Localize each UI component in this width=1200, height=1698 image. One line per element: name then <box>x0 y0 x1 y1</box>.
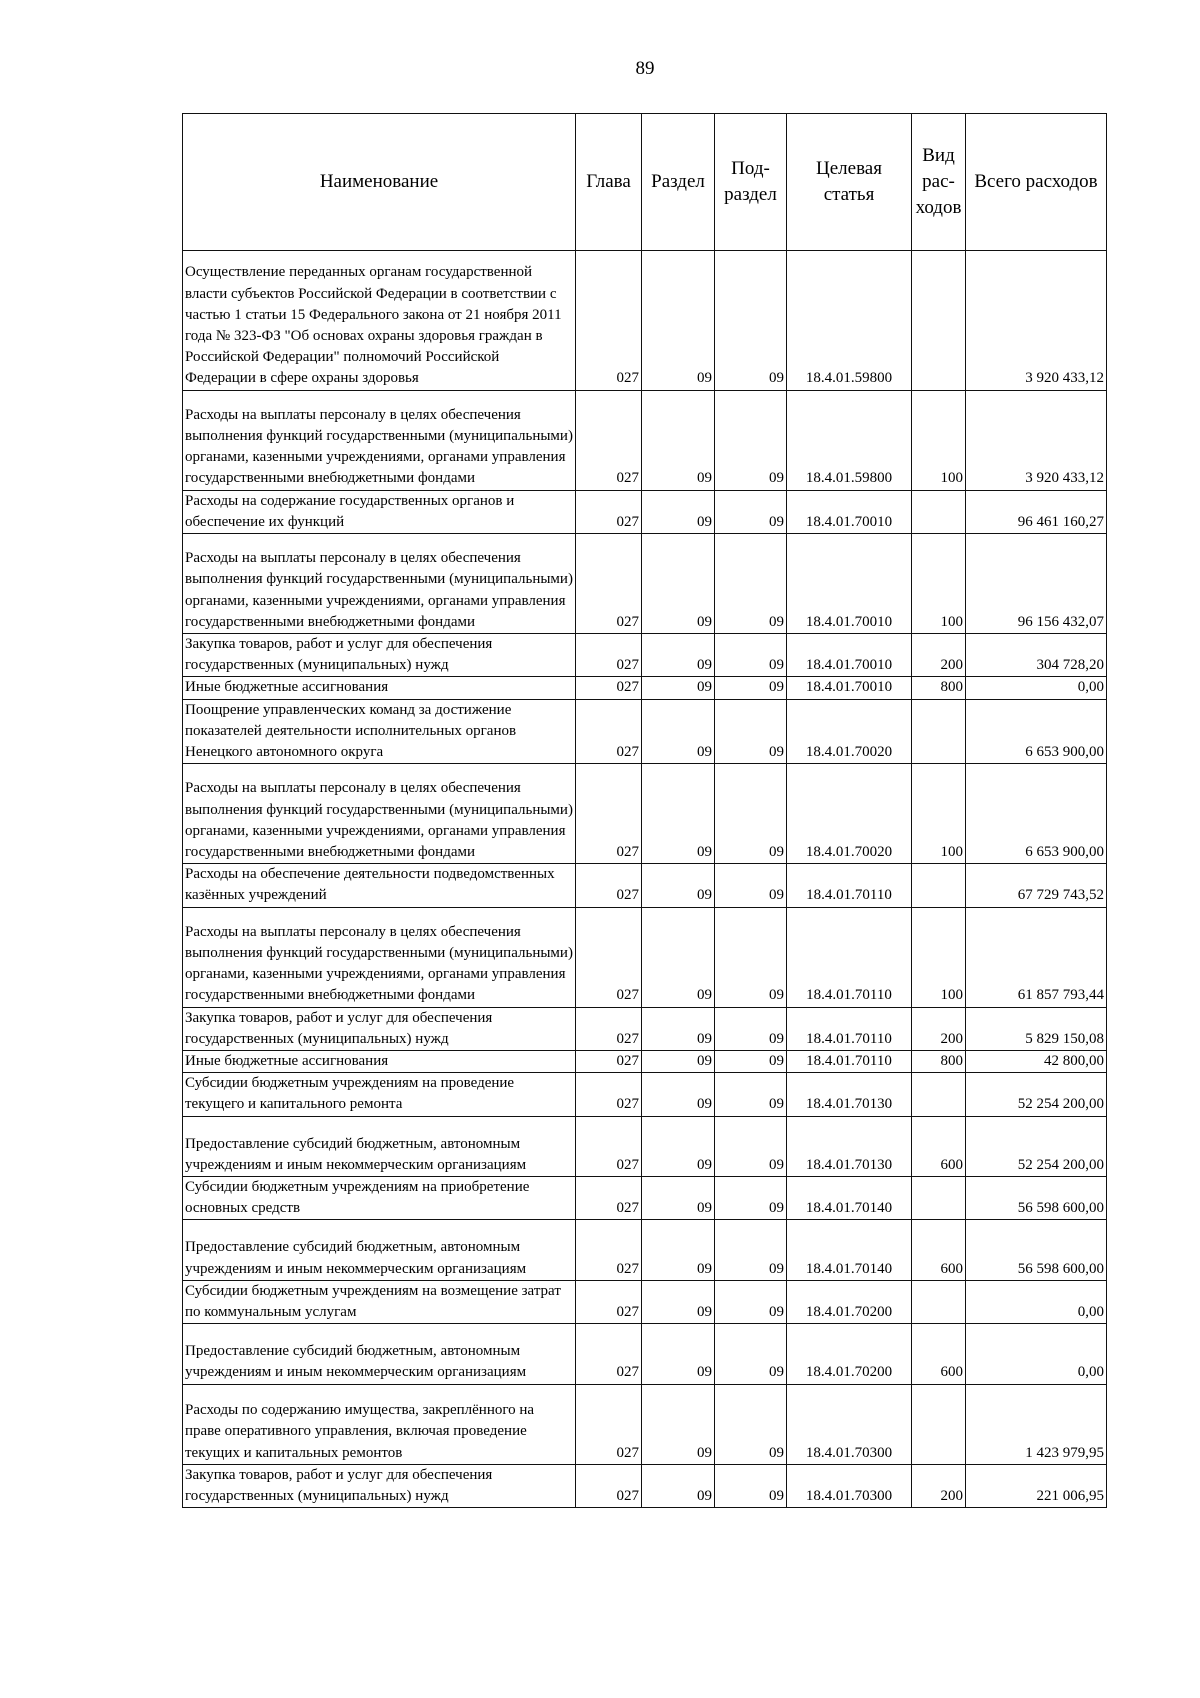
cell-vid: 100 <box>912 390 966 490</box>
cell-razdel: 09 <box>642 634 715 677</box>
cell-razdel: 09 <box>642 677 715 699</box>
cell-glava: 027 <box>576 1007 642 1050</box>
header-name: Наименование <box>183 114 576 251</box>
cell-total: 96 156 432,07 <box>966 534 1107 634</box>
cell-total: 3 920 433,12 <box>966 390 1107 490</box>
cell-total: 5 829 150,08 <box>966 1007 1107 1050</box>
cell-vid: 100 <box>912 534 966 634</box>
cell-podrazdel: 09 <box>715 1116 787 1176</box>
cell-glava: 027 <box>576 677 642 699</box>
cell-glava: 027 <box>576 907 642 1007</box>
table-row <box>183 251 1107 391</box>
cell-glava: 027 <box>576 490 642 533</box>
table-row <box>183 677 1107 699</box>
cell-total: 42 800,00 <box>966 1051 1107 1073</box>
cell-razdel: 09 <box>642 1220 715 1280</box>
cell-glava: 027 <box>576 534 642 634</box>
cell-glava: 027 <box>576 864 642 907</box>
table-row <box>183 1220 1107 1280</box>
table-row <box>183 1177 1107 1220</box>
cell-glava: 027 <box>576 699 642 764</box>
cell-name: Иные бюджетные ассигнования <box>183 1051 576 1073</box>
cell-vid: 200 <box>912 634 966 677</box>
cell-podrazdel: 09 <box>715 251 787 391</box>
cell-razdel: 09 <box>642 1177 715 1220</box>
cell-name: Иные бюджетные ассигнования <box>183 677 576 699</box>
cell-name: Субсидии бюджетным учреждениям на проведение текущего и капитального ремонта <box>183 1073 576 1116</box>
cell-statya: 18.4.01.70140 <box>787 1220 912 1280</box>
cell-podrazdel: 09 <box>715 1464 787 1507</box>
cell-razdel: 09 <box>642 490 715 533</box>
cell-total: 6 653 900,00 <box>966 764 1107 864</box>
cell-name: Расходы на выплаты персоналу в целях обеспечения выполнения функций государственными (муниципальными) органами, казенными учреждениями, органами управления государственными внебюджетными фондами <box>183 390 576 490</box>
table-row <box>183 634 1107 677</box>
cell-podrazdel: 09 <box>715 1324 787 1384</box>
cell-total: 3 920 433,12 <box>966 251 1107 391</box>
cell-vid: 800 <box>912 677 966 699</box>
cell-razdel: 09 <box>642 390 715 490</box>
cell-razdel: 09 <box>642 1464 715 1507</box>
cell-vid: 600 <box>912 1220 966 1280</box>
header-total: Всего расходов <box>966 114 1107 251</box>
cell-total: 52 254 200,00 <box>966 1116 1107 1176</box>
cell-statya: 18.4.01.70010 <box>787 490 912 533</box>
cell-glava: 027 <box>576 1073 642 1116</box>
cell-statya: 18.4.01.70010 <box>787 534 912 634</box>
cell-name: Предоставление субсидий бюджетным, автономным учреждениям и иным некоммерческим организациям <box>183 1220 576 1280</box>
cell-podrazdel: 09 <box>715 390 787 490</box>
cell-total: 0,00 <box>966 677 1107 699</box>
cell-razdel: 09 <box>642 1051 715 1073</box>
cell-razdel: 09 <box>642 907 715 1007</box>
cell-vid: 100 <box>912 764 966 864</box>
cell-podrazdel: 09 <box>715 699 787 764</box>
header-vid: Вид рас- ходов <box>912 114 966 251</box>
cell-glava: 027 <box>576 1177 642 1220</box>
cell-vid <box>912 1073 966 1116</box>
cell-podrazdel: 09 <box>715 1280 787 1323</box>
cell-podrazdel: 09 <box>715 1220 787 1280</box>
cell-vid: 800 <box>912 1051 966 1073</box>
cell-razdel: 09 <box>642 864 715 907</box>
table-row <box>183 1280 1107 1323</box>
header-glava: Глава <box>576 114 642 251</box>
header-statya: Целевая статья <box>787 114 912 251</box>
cell-podrazdel: 09 <box>715 764 787 864</box>
table-row <box>183 1324 1107 1384</box>
cell-statya: 18.4.01.70130 <box>787 1073 912 1116</box>
cell-podrazdel: 09 <box>715 634 787 677</box>
cell-name: Поощрение управленческих команд за достижение показателей деятельности исполнительных органов Ненецкого автономного округа <box>183 699 576 764</box>
table-row <box>183 534 1107 634</box>
cell-glava: 027 <box>576 1324 642 1384</box>
cell-total: 1 423 979,95 <box>966 1384 1107 1464</box>
page-number: 89 <box>635 58 655 79</box>
cell-statya: 18.4.01.70200 <box>787 1324 912 1384</box>
cell-podrazdel: 09 <box>715 1007 787 1050</box>
cell-podrazdel: 09 <box>715 677 787 699</box>
cell-name: Осуществление переданных органам государственной власти субъектов Российской Федерации в соответствии с частью 1 статьи 15 Федерального закона от 21 ноября 2011 года № 323-ФЗ "Об основах охраны здоровья граждан в Российской Федерации" полномочий Российской Федерации в сфере охраны здоровья <box>183 251 576 391</box>
table-row <box>183 1007 1107 1050</box>
cell-glava: 027 <box>576 1384 642 1464</box>
table-body <box>183 251 1107 1508</box>
cell-name: Предоставление субсидий бюджетным, автономным учреждениям и иным некоммерческим организациям <box>183 1324 576 1384</box>
cell-podrazdel: 09 <box>715 1384 787 1464</box>
cell-vid: 600 <box>912 1116 966 1176</box>
cell-podrazdel: 09 <box>715 534 787 634</box>
cell-name: Закупка товаров, работ и услуг для обеспечения государственных (муниципальных) нужд <box>183 1464 576 1507</box>
cell-name: Расходы по содержанию имущества, закреплённого на праве оперативного управления, включая проведение текущих и капитальных ремонтов <box>183 1384 576 1464</box>
cell-glava: 027 <box>576 1280 642 1323</box>
cell-glava: 027 <box>576 251 642 391</box>
cell-total: 56 598 600,00 <box>966 1220 1107 1280</box>
cell-statya: 18.4.01.70020 <box>787 699 912 764</box>
cell-razdel: 09 <box>642 699 715 764</box>
cell-glava: 027 <box>576 764 642 864</box>
header-razdel: Раздел <box>642 114 715 251</box>
cell-razdel: 09 <box>642 1280 715 1323</box>
cell-vid <box>912 490 966 533</box>
table-row <box>183 1384 1107 1464</box>
cell-statya: 18.4.01.70020 <box>787 764 912 864</box>
cell-vid <box>912 1384 966 1464</box>
cell-podrazdel: 09 <box>715 907 787 1007</box>
cell-glava: 027 <box>576 1464 642 1507</box>
cell-statya: 18.4.01.70010 <box>787 677 912 699</box>
cell-vid <box>912 864 966 907</box>
table-row <box>183 699 1107 764</box>
cell-total: 56 598 600,00 <box>966 1177 1107 1220</box>
table-row <box>183 864 1107 907</box>
cell-vid <box>912 251 966 391</box>
cell-statya: 18.4.01.70110 <box>787 907 912 1007</box>
cell-glava: 027 <box>576 1116 642 1176</box>
cell-podrazdel: 09 <box>715 1051 787 1073</box>
cell-total: 304 728,20 <box>966 634 1107 677</box>
table-row <box>183 907 1107 1007</box>
table-row <box>183 490 1107 533</box>
cell-razdel: 09 <box>642 1324 715 1384</box>
cell-total: 0,00 <box>966 1324 1107 1384</box>
table-row <box>183 1116 1107 1176</box>
cell-glava: 027 <box>576 1220 642 1280</box>
cell-razdel: 09 <box>642 764 715 864</box>
cell-name: Расходы на выплаты персоналу в целях обеспечения выполнения функций государственными (муниципальными) органами, казенными учреждениями, органами управления государственными внебюджетными фондами <box>183 907 576 1007</box>
cell-statya: 18.4.01.70300 <box>787 1464 912 1507</box>
cell-razdel: 09 <box>642 1073 715 1116</box>
cell-name: Закупка товаров, работ и услуг для обеспечения государственных (муниципальных) нужд <box>183 634 576 677</box>
cell-name: Закупка товаров, работ и услуг для обеспечения государственных (муниципальных) нужд <box>183 1007 576 1050</box>
cell-statya: 18.4.01.70300 <box>787 1384 912 1464</box>
table-row <box>183 764 1107 864</box>
cell-statya: 18.4.01.70200 <box>787 1280 912 1323</box>
cell-vid <box>912 1177 966 1220</box>
cell-statya: 18.4.01.70110 <box>787 1051 912 1073</box>
cell-razdel: 09 <box>642 1007 715 1050</box>
cell-name: Расходы на выплаты персоналу в целях обеспечения выполнения функций государственными (муниципальными) органами, казенными учреждениями, органами управления государственными внебюджетными фондами <box>183 534 576 634</box>
cell-vid: 600 <box>912 1324 966 1384</box>
cell-glava: 027 <box>576 634 642 677</box>
cell-statya: 18.4.01.70110 <box>787 1007 912 1050</box>
cell-glava: 027 <box>576 390 642 490</box>
cell-name: Расходы на выплаты персоналу в целях обеспечения выполнения функций государственными (муниципальными) органами, казенными учреждениями, органами управления государственными внебюджетными фондами <box>183 764 576 864</box>
cell-vid: 200 <box>912 1007 966 1050</box>
cell-glava: 027 <box>576 1051 642 1073</box>
cell-vid: 200 <box>912 1464 966 1507</box>
cell-total: 0,00 <box>966 1280 1107 1323</box>
cell-podrazdel: 09 <box>715 1177 787 1220</box>
cell-name: Предоставление субсидий бюджетным, автономным учреждениям и иным некоммерческим организациям <box>183 1116 576 1176</box>
cell-podrazdel: 09 <box>715 490 787 533</box>
cell-razdel: 09 <box>642 251 715 391</box>
cell-total: 221 006,95 <box>966 1464 1107 1507</box>
cell-statya: 18.4.01.70010 <box>787 634 912 677</box>
cell-name: Субсидии бюджетным учреждениям на приобретение основных средств <box>183 1177 576 1220</box>
budget-table <box>182 113 1107 1508</box>
table-header-row <box>183 114 1107 251</box>
cell-vid: 100 <box>912 907 966 1007</box>
cell-total: 67 729 743,52 <box>966 864 1107 907</box>
cell-razdel: 09 <box>642 1384 715 1464</box>
cell-razdel: 09 <box>642 1116 715 1176</box>
cell-vid <box>912 1280 966 1323</box>
cell-podrazdel: 09 <box>715 1073 787 1116</box>
cell-razdel: 09 <box>642 534 715 634</box>
cell-total: 6 653 900,00 <box>966 699 1107 764</box>
table-row <box>183 1073 1107 1116</box>
cell-statya: 18.4.01.59800 <box>787 251 912 391</box>
cell-vid <box>912 699 966 764</box>
cell-statya: 18.4.01.70110 <box>787 864 912 907</box>
cell-name: Расходы на обеспечение деятельности подведомственных казённых учреждений <box>183 864 576 907</box>
cell-statya: 18.4.01.70140 <box>787 1177 912 1220</box>
header-podrazdel: Под- раздел <box>715 114 787 251</box>
cell-name: Субсидии бюджетным учреждениям на возмещение затрат по коммунальным услугам <box>183 1280 576 1323</box>
cell-name: Расходы на содержание государственных органов и обеспечение их функций <box>183 490 576 533</box>
cell-statya: 18.4.01.59800 <box>787 390 912 490</box>
table-row <box>183 1051 1107 1073</box>
cell-total: 52 254 200,00 <box>966 1073 1107 1116</box>
cell-total: 96 461 160,27 <box>966 490 1107 533</box>
cell-podrazdel: 09 <box>715 864 787 907</box>
table-row <box>183 390 1107 490</box>
cell-statya: 18.4.01.70130 <box>787 1116 912 1176</box>
cell-total: 61 857 793,44 <box>966 907 1107 1007</box>
table-row <box>183 1464 1107 1507</box>
